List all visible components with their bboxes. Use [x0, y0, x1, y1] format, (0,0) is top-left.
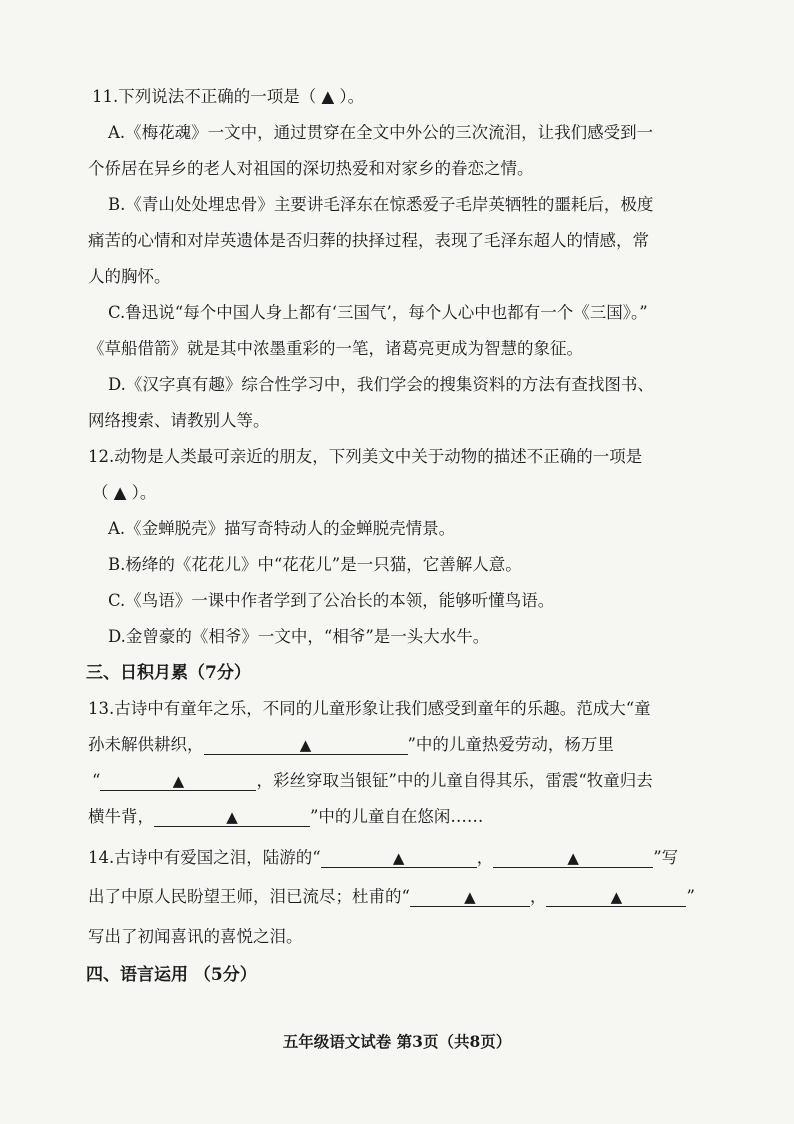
- q11-option-b-cont2: 人的胸怀。: [88, 267, 171, 286]
- q13-text: ”中的儿童热爱劳动，杨万里: [407, 735, 614, 754]
- q14-text: ”写: [653, 848, 679, 867]
- q11-option-c: C.鲁迅说“每个中国人身上都有‘三国气’，每个人心中也都有一个《三国》。”: [108, 303, 648, 322]
- q13-line-4: [88, 806, 483, 828]
- q11-option-b: B.《青山处处埋忠骨》主要讲毛泽东在惊悉爱子毛岸英牺牲的噩耗后，极度: [108, 195, 654, 214]
- q13-text: ”中的儿童自在悠闲……: [310, 807, 484, 826]
- q12-option-a: A.《金蝉脱壳》描写奇特动人的金蝉脱壳情景。: [108, 519, 456, 538]
- q14-line-2: [88, 886, 695, 908]
- q13-text: 孙未解供耕织，: [88, 735, 204, 754]
- q12-option-d: D.金曾豪的《相爷》一文中，“相爷”是一头大水牛。: [108, 627, 490, 646]
- q11-option-b-cont: 痛苦的心情和对岸英遗体是否归葬的抉择过程，表现了毛泽东超人的情感，常: [88, 231, 649, 250]
- q12-option-b: B.杨绛的《花花儿》中“花花儿”是一只猫，它善解人意。: [108, 555, 522, 574]
- q11-option-c-cont: 《草船借箭》就是其中浓墨重彩的一笔，诸葛亮更成为智慧的象征。: [88, 339, 583, 358]
- q13-text: “: [92, 771, 101, 790]
- q13-line-3: [92, 770, 653, 792]
- q14-text: ”: [686, 887, 695, 906]
- q12-stem-cont: （ ▲ ）。: [92, 483, 157, 502]
- triangle-icon: ▲: [464, 888, 476, 906]
- answer-blank-q14-2[interactable]: [493, 847, 653, 868]
- page-footer: 五年级语文试卷 第3页（共8页）: [282, 1032, 512, 1051]
- q14-text: ，: [529, 887, 547, 906]
- section-3-heading: 三、日积月累（7分）: [86, 663, 251, 683]
- answer-blank-q13-3[interactable]: [154, 806, 310, 827]
- q11-option-a: A.《梅花魂》一文中，通过贯穿在全文中外公的三次流泪，让我们感受到一: [108, 123, 654, 142]
- triangle-icon: ▲: [299, 736, 312, 754]
- q13-text: 横牛背，: [88, 807, 154, 826]
- q12-option-c: C.《鸟语》一课中作者学到了公冶长的本领，能够听懂鸟语。: [108, 591, 555, 610]
- q13-text: ，彩丝穿取当银钲”中的儿童自得其乐，雷震“牧童归去: [256, 771, 653, 790]
- q12-stem: 12.动物是人类最可亲近的朋友，下列美文中关于动物的描述不正确的一项是: [88, 447, 643, 466]
- q11-stem: 11.下列说法不正确的一项是（ ▲ ）。: [92, 87, 365, 106]
- q13-line-1: 13.古诗中有童年之乐，不同的儿童形象让我们感受到童年的乐趣。范成大“童: [88, 699, 651, 718]
- q14-line-3: 写出了初闻喜讯的喜悦之泪。: [88, 927, 303, 946]
- answer-blank-q14-4[interactable]: [546, 886, 686, 907]
- triangle-icon: ▲: [610, 888, 623, 906]
- answer-blank-q13-1[interactable]: [204, 734, 408, 755]
- section-4-heading: 四、语言运用 （5分）: [86, 965, 257, 985]
- q14-text: ，: [476, 848, 494, 867]
- triangle-icon: ▲: [226, 808, 238, 826]
- triangle-icon: ▲: [172, 772, 185, 790]
- triangle-icon: ▲: [392, 849, 405, 867]
- q11-option-a-cont: 个侨居在异乡的老人对祖国的深切热爱和对家乡的眷恋之情。: [88, 159, 534, 178]
- q11-option-d-cont: 网络搜索、请教别人等。: [88, 411, 270, 430]
- q13-line-2: [88, 734, 614, 756]
- q14-text: 14.古诗中有爱国之泪，陆游的“: [88, 848, 321, 867]
- q14-line-1: [88, 847, 678, 869]
- answer-blank-q13-2[interactable]: [100, 770, 256, 791]
- q11-option-d: D.《汉字真有趣》综合性学习中，我们学会的搜集资料的方法有查找图书、: [108, 375, 654, 394]
- triangle-icon: ▲: [567, 849, 579, 867]
- answer-blank-q14-3[interactable]: [410, 886, 530, 907]
- q14-text: 出了中原人民盼望王师，泪已流尽；杜甫的“: [88, 887, 410, 906]
- answer-blank-q14-1[interactable]: [321, 847, 477, 868]
